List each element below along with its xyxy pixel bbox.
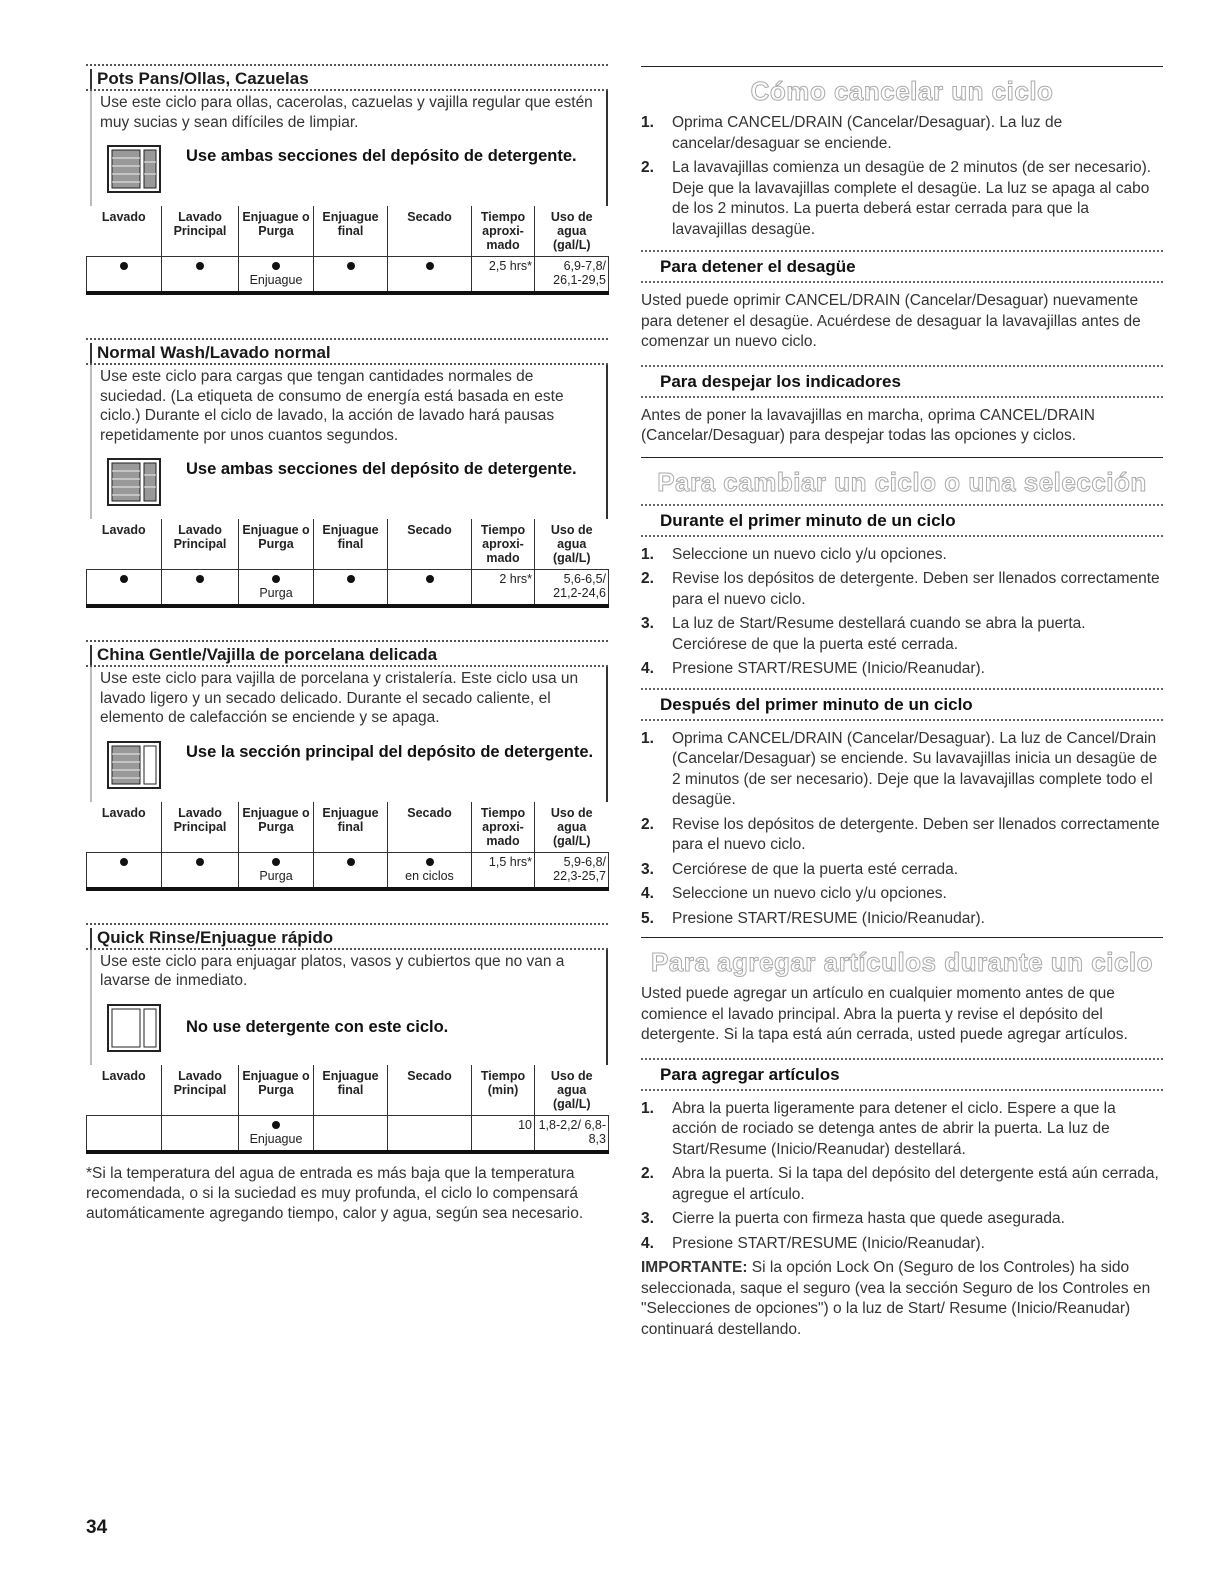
first-minute-steps [641,545,1163,680]
detergent-both-sections-icon [100,144,164,194]
detergent-instruction [100,1003,598,1053]
detergent-text: Use ambas secciones del depósito de detergente. [186,147,577,165]
list-item: 2. La lavavajillas comienza un desagüe de 2 minutos (de ser necesario). Deje que la lavavajillas complete el desagüe. La luz se apaga al cabo de los 2 minutos. La puerta deberá estar cerrada para que la lavavajillas desagüe. [641,159,1152,238]
list-item: 1. Seleccione un nuevo ciclo y/u opciones. [641,545,947,563]
header-secado: Secado [388,1065,472,1116]
header-secado: Secado [388,519,472,570]
header-lavado: Lavado [101,805,146,820]
header-tiempo: Tiempo aproxi- mado [472,519,535,570]
list-item: 3. Cerciórese de que la puerta esté cerrada. [641,860,959,878]
detergent-instruction [100,457,598,507]
header-enjuague-purga: Enjuague o Purga [239,206,314,257]
cell-lavado [87,852,162,889]
header-lavado: Lavado [101,210,146,224]
cycle-china-gentle [86,640,608,891]
important-note [641,1258,1163,1340]
cell-enjuague-purga: Enjuague [239,1115,314,1152]
cell-enjuague-purga: Purga [239,570,314,607]
cell-lavado-principal [162,257,239,294]
important-label: IMPORTANTE: [641,1259,748,1276]
add-items-intro: Usted puede agregar un artículo en cualquier momento antes de que comience el lavado principal. Abra la puerta y revise el depósito del detergente. Si la tapa está aún cerrada, usted puede agregar artículos. [641,985,1128,1043]
header-tiempo: Tiempo (min) [472,1065,535,1116]
section-rule [641,457,1163,458]
cell-tiempo: 2,5 hrs* [472,257,535,294]
header-enjuague-final: Enjuague final [314,1065,388,1116]
cycle-title: Quick Rinse/Enjuague rápido [90,928,333,948]
cycle-quick-rinse [86,923,608,1154]
detergent-instruction [100,740,598,790]
cycle-title: Normal Wash/Lavado normal [90,343,331,363]
detergent-main-section-icon [100,740,164,790]
list-item: 2. Revise los depósitos de detergente. Deben ser llenados correctamente para el nuevo ciclo. [641,815,1160,853]
cycle-column [86,64,608,1224]
header-uso-agua: Uso de agua (gal/L) [535,802,609,853]
header-lavado-principal: Lavado Principal [162,1065,239,1116]
cell-enjuague-final [314,570,388,607]
cell-tiempo: 10 [472,1115,535,1152]
cycle-body [90,667,608,802]
cycle-table [86,519,609,608]
page-number: 34 [86,1517,108,1538]
header-uso-agua: Uso de agua (gal/L) [535,519,609,570]
cell-uso-agua: 5,9-6,8/ 22,3-25,7 [535,852,609,889]
first-minute-heading: Durante el primer minuto de un ciclo [641,504,1163,537]
cell-uso-agua: 6,9-7,8/ 26,1-29,5 [535,257,609,294]
list-item: 4. Presione START/RESUME (Inicio/Reanudar). [641,660,985,677]
cell-enjuague-final [314,852,388,889]
cycle-header [86,923,608,950]
cell-lavado-principal [162,1115,239,1152]
list-item: 4. Seleccione un nuevo ciclo y/u opciones. [641,885,947,902]
header-enjuague-purga: Enjuague o Purga [239,1065,314,1116]
cycle-title: Pots Pans/Ollas, Cazuelas [90,69,309,89]
list-item: 4. Presione START/RESUME (Inicio/Reanudar). [641,1234,985,1252]
cycle-body [90,365,608,519]
stop-drain-text: Usted puede oprimir CANCEL/DRAIN (Cancelar/Desaguar) nuevamente para detener el desagüe. Acuérdese de desaguar la lavavajillas antes de comenzar un nuevo ciclo. [641,292,1141,350]
detergent-text: Use la sección principal del depósito de detergente. [186,742,594,761]
cell-lavado [87,570,162,607]
cell-lavado [87,1115,162,1152]
cell-lavado-principal [162,852,239,889]
header-secado: Secado [388,206,472,257]
cell-enjuague-final [314,257,388,294]
change-section-title: Para cambiar un ciclo o una selección [657,466,1147,497]
cycle-description: Use este ciclo para ollas, cacerolas, cazuelas y vajilla regular que estén muy sucias y sean difíciles de limpiar. [100,94,593,131]
cell-tiempo: 1,5 hrs* [472,852,535,889]
instructions-column [641,66,1163,1340]
cycle-description: Use este ciclo para enjuagar platos, vasos y cubiertos que no van a lavarse de inmediato. [100,952,565,989]
header-lavado: Lavado [101,1068,146,1083]
header-tiempo: Tiempo aproxi- mado [472,206,535,257]
cycle-description: Use este ciclo para vajilla de porcelana y cristalería. Este ciclo usa un lavado ligero y un secado delicado. Durante el secado caliente, el elemento de calefacción se enciende y se apaga. [100,670,579,726]
cycle-header [86,64,608,91]
stop-drain-heading: Para detener el desagüe [641,250,1163,283]
cycle-normal-wash [86,338,608,608]
detergent-instruction [100,144,598,194]
detergent-text: Use ambas secciones del depósito de detergente. [186,460,577,478]
clear-indicators-heading: Para despejar los indicadores [641,365,1163,398]
after-first-minute-heading: Después del primer minuto de un ciclo [641,688,1163,721]
clear-indicators-text: Antes de poner la lavavajillas en marcha, oprima CANCEL/DRAIN (Cancelar/Desaguar) para despejar todas las opciones y ciclos. [641,406,1096,444]
header-lavado-principal: Lavado Principal [162,519,239,570]
cell-lavado [87,257,162,294]
section-rule [641,66,1163,67]
header-tiempo: Tiempo aproxi- mado [472,802,535,853]
header-secado: Secado [388,802,472,853]
cell-secado [388,570,472,607]
cell-secado: en ciclos [388,852,472,889]
list-item: 1. Oprima CANCEL/DRAIN (Cancelar/Desaguar). La luz de cancelar/desaguar se enciende. [641,114,1063,152]
header-uso-agua: Uso de agua (gal/L) [535,1065,609,1116]
cycle-table [86,206,609,295]
list-item: 1. Abra la puerta ligeramente para detener el ciclo. Espere a que la acción de rociado se detenga antes de abrir la puerta. La luz de Start/Resume (Inicio/Reanudar) destellará. [641,1099,1116,1158]
cell-lavado-principal [162,570,239,607]
cycle-header [86,338,608,365]
cell-uso-agua: 1,8-2,2/ 6,8-8,3 [535,1115,609,1152]
list-item: 3. Cierre la puerta con firmeza hasta que quede asegurada. [641,1210,1065,1227]
cancel-section-title: Cómo cancelar un ciclo [750,76,1054,106]
important-text: Si la opción Lock On (Seguro de los Controles) ha sido seleccionada, saque el seguro (vea la sección Seguro de los Controles en "Selecciones de opciones") o la luz de Start/ Resume (Inicio/Reanudar) continuará destellando. [641,1259,1151,1338]
cycle-pots-pans [86,64,608,308]
header-enjuague-final: Enjuague final [314,206,388,257]
detergent-text: No use detergente con este ciclo. [186,1017,449,1036]
after-first-minute-steps [641,729,1163,930]
cell-secado [388,257,472,294]
cycle-table [86,1065,609,1154]
header-enjuague-final: Enjuague final [314,519,388,570]
cell-secado [388,1115,472,1152]
cell-enjuague-purga: Enjuague [239,257,314,294]
add-items-heading: Para agregar artículos [641,1058,1163,1091]
cycle-header [86,640,608,667]
list-item: 2. Revise los depósitos de detergente. Deben ser llenados correctamente para el nuevo ciclo. [641,570,1160,608]
list-item: 2. Abra la puerta. Si la tapa del depósito del detergente está aún cerrada, agregue el artículo. [641,1165,1159,1203]
temperature-footnote: *Si la temperatura del agua de entrada es más baja que la temperatura recomendada, o si la suciedad es muy profunda, el ciclo lo compensará automáticamente agregando tiempo, calor y agua, según sea necesario. [86,1164,584,1222]
add-items-section-title: Para agregar artículos durante un ciclo [650,947,1154,977]
header-enjuague-purga: Enjuague o Purga [239,802,314,853]
cell-enjuague-purga: Purga [239,852,314,889]
header-lavado-principal: Lavado Principal [162,802,239,853]
list-item: 1. Oprima CANCEL/DRAIN (Cancelar/Desaguar). La luz de Cancel/Drain (Cancelar/Desaguar) se enciende. Su lavavajillas inicia un desagüe de 2 minutos (de ser necesario). Deje que la lavavajillas complete todo el desagüe. [641,729,1158,808]
cycle-table [86,802,609,891]
header-uso-agua: Uso de agua (gal/L) [535,206,609,257]
cell-enjuague-final [314,1115,388,1152]
list-item: 3. La luz de Start/Resume destellará cuando se abra la puerta. Cerciórese de que la puerta esté cerrada. [641,615,1086,653]
cell-uso-agua: 5,6-6,5/ 21,2-24,6 [535,570,609,607]
cycle-title: China Gentle/Vajilla de porcelana delicada [90,645,437,665]
cycle-description: Use este ciclo para cargas que tengan cantidades normales de suciedad. (La etiqueta de consumo de energía está basada en este ciclo.) Durante el ciclo de lavado, la acción de lavado hará pausas repetidamente por unos cuantos segundos. [100,368,564,444]
header-lavado: Lavado [101,523,146,537]
add-items-steps [641,1099,1163,1255]
header-lavado-principal: Lavado Principal [162,206,239,257]
cycle-body [90,950,608,1065]
list-item: 5. Presione START/RESUME (Inicio/Reanudar). [641,909,985,927]
cycle-body [90,91,608,206]
cell-tiempo: 2 hrs* [472,570,535,607]
header-enjuague-purga: Enjuague o Purga [239,519,314,570]
section-rule [641,937,1163,938]
detergent-none-icon [100,1003,164,1053]
detergent-both-sections-icon [100,457,164,507]
cancel-steps [641,113,1163,240]
header-enjuague-final: Enjuague final [314,802,388,853]
